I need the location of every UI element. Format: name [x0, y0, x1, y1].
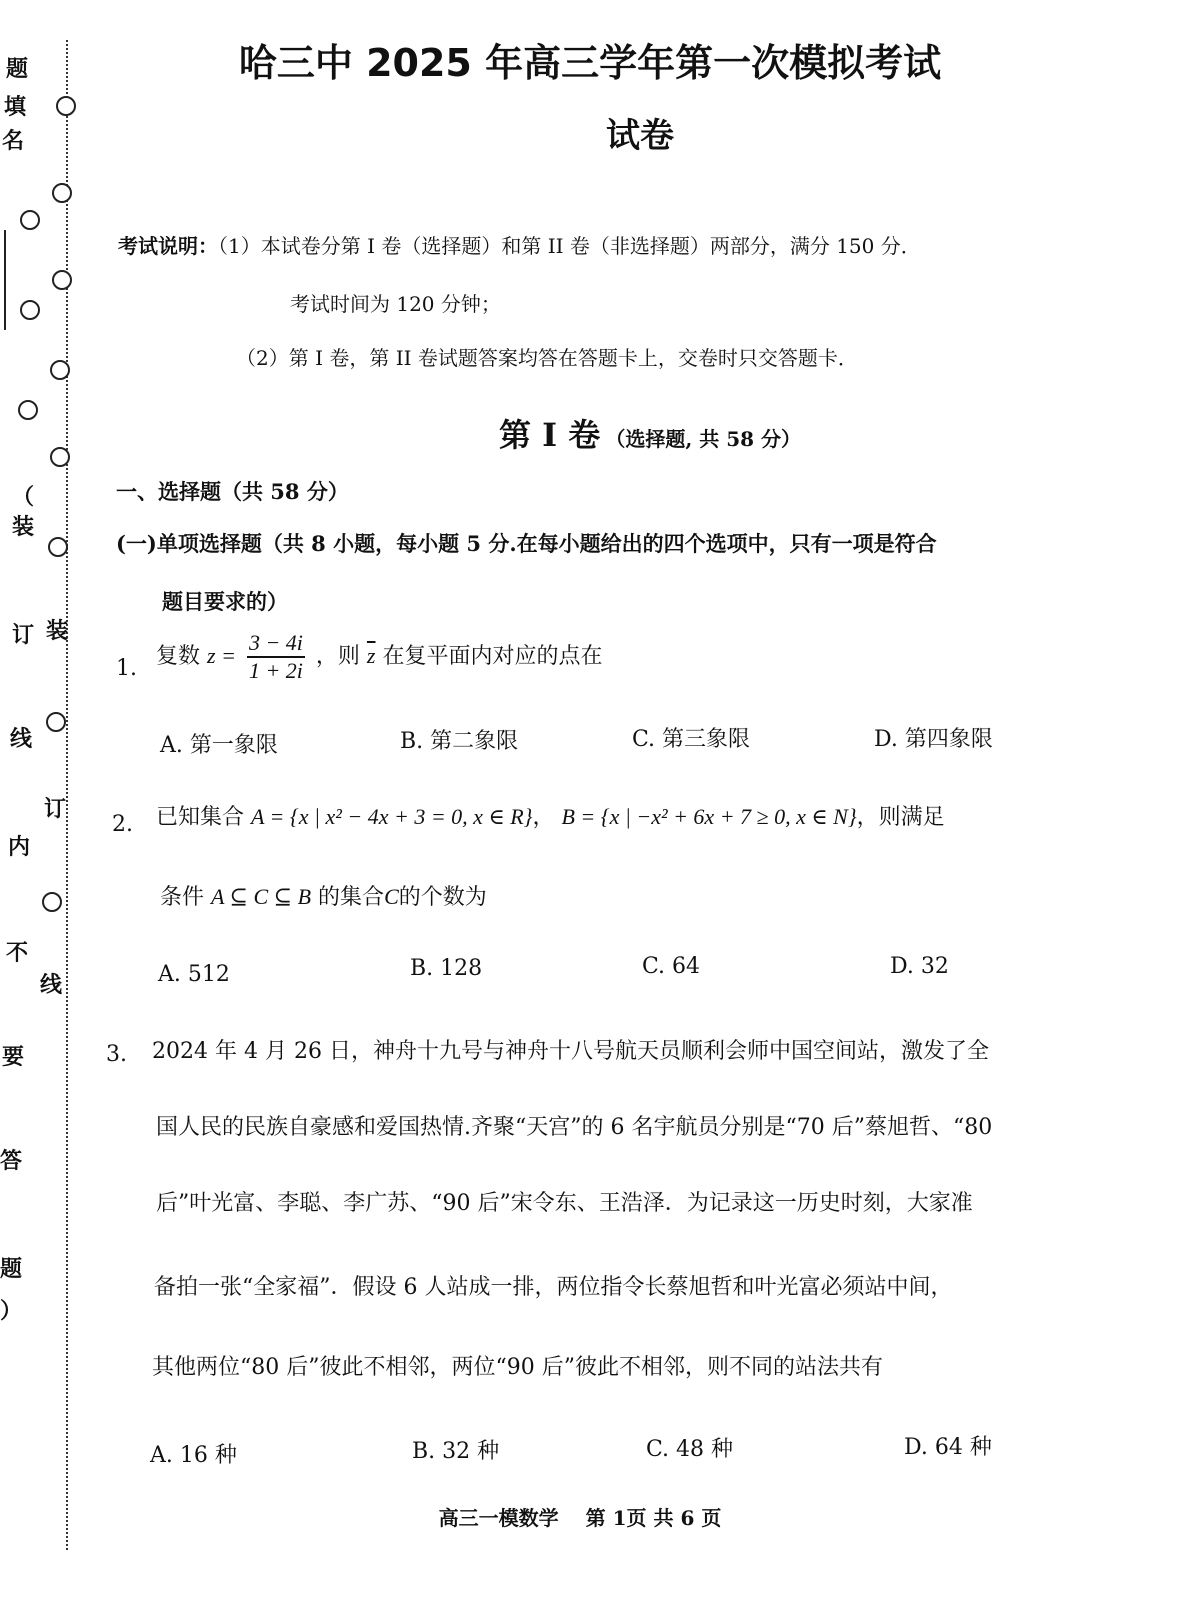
section-header — [0, 410, 1200, 456]
q2-sep: ， — [532, 805, 555, 830]
q1-var: z = — [207, 643, 236, 668]
q2-option-a: A. 512 — [158, 962, 230, 987]
binding-hole — [42, 892, 62, 912]
instructions-label: 考试说明： — [118, 234, 218, 258]
question-number: 1. — [116, 656, 137, 681]
q2-set-a: A = {x | x² − 4x + 3 = 0, x ∈ R} — [251, 804, 533, 829]
margin-char: ） — [0, 1298, 23, 1324]
q3-option-a: A. 16 种 — [150, 1443, 237, 1468]
q2-option-c: C. 64 — [642, 954, 701, 979]
margin-char: 线 — [40, 972, 63, 998]
margin-char: 答 — [0, 1148, 23, 1174]
margin-char: 不 — [6, 940, 29, 966]
question-2-line-2 — [160, 880, 487, 911]
instructions-item-2: （2）第 I 卷，第 II 卷试题答案均答在答题卡上，交卷时只交答题卡． — [236, 346, 858, 370]
q2-option-d: D. 32 — [890, 954, 949, 979]
q2-line2-mid: 的集合 — [318, 885, 385, 910]
q2-post: ，则满足 — [856, 805, 945, 830]
q2-set-b: B = {x | −x² + 6x + 7 ≥ 0, x ∈ N} — [561, 804, 857, 829]
binding-hole — [52, 183, 72, 203]
q3-line: 其他两位“80 后”彼此不相邻，两位“90 后”彼此不相邻，则不同的站法共有 — [152, 1355, 883, 1380]
q1-option-b: B. 第二象限 — [400, 729, 519, 754]
q2-condition: A ⊆ C ⊆ B — [211, 884, 312, 909]
q1-option-a: A. 第一象限 — [160, 733, 278, 758]
q3-option-d: D. 64 种 — [904, 1435, 992, 1460]
q2-line2-post: 的个数为 — [398, 885, 487, 910]
q1-denominator: 1 + 2i — [248, 658, 303, 683]
q2-set-c: C — [384, 884, 399, 909]
margin-char: 线 — [10, 726, 33, 752]
binding-hole — [20, 300, 40, 320]
q1-post2: 在复平面内对应的点在 — [382, 644, 603, 669]
page-footer: 高三一模数学 第 1页 共 6 页 — [438, 1506, 722, 1530]
q1-numerator: 3 − 4i — [247, 630, 305, 658]
q1-option-c: C. 第三象限 — [632, 727, 751, 752]
margin-char: 内 — [8, 834, 31, 860]
q2-line2-pre: 条件 — [160, 885, 205, 910]
margin-char: （ — [12, 484, 35, 510]
q3-option-b: B. 32 种 — [412, 1439, 500, 1464]
sub-heading-cont: 题目要求的） — [162, 589, 288, 614]
q1-conjugate: $\overline{z}$ — [366, 643, 376, 668]
q1-fraction — [247, 630, 305, 684]
q1-post: ，则 — [315, 644, 360, 669]
sub-heading: (一)单项选择题（共 8 小题，每小题 5 分.在每小题给出的四个选项中，只有一项是符合 — [116, 531, 937, 556]
binding-hole — [52, 270, 72, 290]
question-number: 3. — [106, 1042, 127, 1067]
margin-char: 填 — [4, 94, 27, 120]
binding-hole — [50, 360, 70, 380]
margin-char: 题 — [0, 1256, 23, 1282]
exam-subtitle: 试卷 — [606, 116, 674, 156]
q1-option-d: D. 第四象限 — [874, 727, 993, 752]
binding-dashed-line — [66, 40, 68, 1550]
margin-char: 订 — [12, 622, 35, 648]
q3-line: 备拍一张“全家福”．假设 6 人站成一排，两位指令长蔡旭哲和叶光富必须站中间， — [154, 1275, 953, 1300]
binding-hole — [20, 210, 40, 230]
binding-edge-bar — [4, 230, 6, 330]
q2-pre: 已知集合 — [156, 805, 245, 830]
instructions-item-1: （1）本试卷分第 I 卷（选择题）和第 II 卷（非选择题）两部分，满分 150 分． — [218, 234, 921, 258]
margin-char: 名 — [2, 128, 25, 154]
section-note: （选择题, 共 58 分） — [605, 427, 802, 451]
instructions-item-1-cont: 考试时间为 120 分钟； — [290, 292, 501, 316]
section-title: 第 I 卷 — [498, 416, 601, 454]
margin-char: 订 — [44, 796, 67, 822]
question-2-line-1 — [156, 800, 945, 831]
q2-option-b: B. 128 — [410, 956, 483, 981]
margin-char: 装 — [46, 618, 69, 644]
margin-char: 要 — [2, 1044, 25, 1070]
binding-margin — [0, 0, 100, 1601]
binding-hole — [48, 537, 68, 557]
q3-line: 2024 年 4 月 26 日，神舟十九号与神舟十八号航天员顺利会师中国空间站，激发了全 — [152, 1039, 989, 1064]
q3-line: 国人民的民族自豪感和爱国热情.齐聚“天宫”的 6 名宇航员分别是“70 后”蔡旭哲、“80 — [156, 1115, 993, 1140]
q3-line: 后”叶光富、李聪、李广苏、“90 后”宋令东、王浩泽．为记录这一历史时刻，大家准 — [156, 1191, 973, 1216]
exam-title: 哈三中 2025 年高三学年第一次模拟考试 — [238, 41, 942, 85]
question-number: 2. — [112, 812, 133, 837]
margin-char: 题 — [6, 56, 29, 82]
margin-char: 装 — [12, 514, 35, 540]
q3-option-c: C. 48 种 — [646, 1437, 734, 1462]
binding-hole — [46, 712, 66, 732]
q1-pre: 复数 — [156, 644, 201, 669]
instructions-line-1 — [118, 230, 921, 259]
part-heading: 一、选择题（共 58 分） — [116, 479, 349, 504]
question-1-text — [156, 630, 603, 684]
